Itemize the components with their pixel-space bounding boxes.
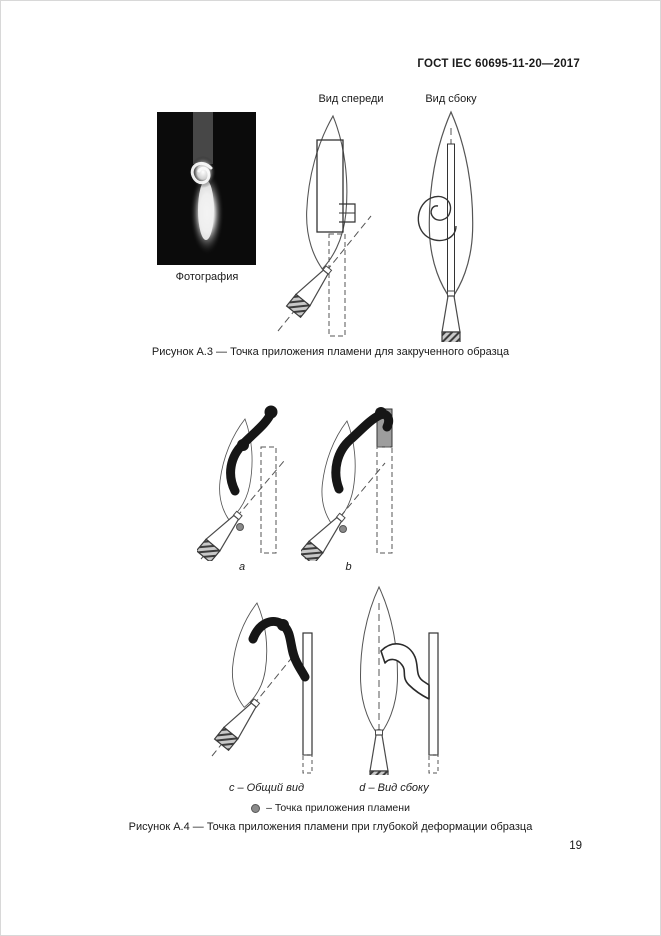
- figure-a4-label-b: b: [345, 561, 352, 573]
- figure-a3-caption: Рисунок А.3 — Точка приложения пламени для закрученного образца: [151, 346, 510, 358]
- figure-a4-label-d: d – Вид сбоку: [359, 782, 429, 794]
- flame-photograph: [157, 112, 256, 265]
- photo-caption: Фотография: [175, 271, 239, 283]
- flame-photo-image: [157, 112, 256, 265]
- figure-a4-diagram-c: [209, 575, 324, 775]
- figure-a3-side-view-diagram: [403, 104, 499, 342]
- figure-a4-diagram-b: [301, 399, 413, 561]
- legend-text: – Точка приложения пламени: [266, 802, 410, 814]
- figure-a4-caption: Рисунок А.4 — Точка приложения пламени при глубокой деформации образца: [128, 821, 533, 833]
- front-view-label: Вид спереди: [318, 93, 384, 105]
- figure-a3-front-view-diagram: [273, 104, 403, 347]
- figure-a4-diagram-a: [197, 399, 307, 561]
- document-header: ГОСТ IEC 60695-11-20—2017: [417, 58, 580, 70]
- flame-application-point: [340, 526, 347, 533]
- side-view-label: Вид сбоку: [425, 93, 477, 105]
- flame-point-dot-icon: [251, 804, 260, 813]
- legend: [1, 802, 660, 814]
- figure-a4-diagram-d: [339, 575, 447, 775]
- figure-a4-label-a: a: [238, 561, 246, 573]
- flame-application-point: [237, 524, 244, 531]
- page-number: 19: [569, 840, 582, 852]
- figure-a4-label-c: c – Общий вид: [228, 782, 305, 794]
